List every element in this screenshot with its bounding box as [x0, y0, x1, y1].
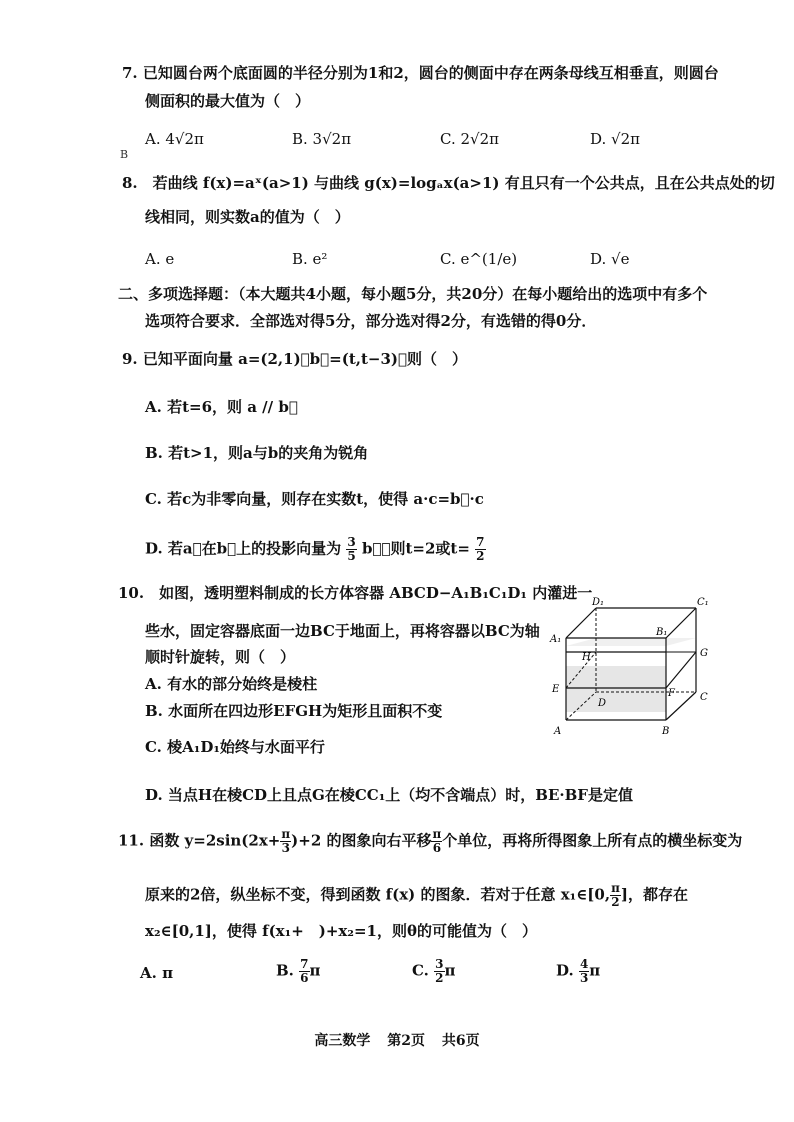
edge-a1d1	[566, 608, 596, 638]
footer-page: 第2页	[387, 1033, 425, 1049]
q8-option-c: C. e^(1/e)	[440, 250, 518, 268]
q8-line2: 线相同，则实数a的值为（ ）	[145, 208, 350, 226]
fg-line	[666, 652, 696, 688]
label-c: C	[700, 692, 708, 703]
q9-d-fraction-den: 5	[347, 549, 356, 563]
q9-d-fraction2	[475, 536, 485, 563]
q11-d-post: π	[589, 961, 601, 980]
q11-c-den: 2	[435, 971, 444, 985]
q11-line2-pre: 原来的2倍，纵坐标不变，得到函数 f(x) 的图象．若对于任意 x₁∈[0,	[145, 885, 611, 904]
q11-d-frac	[579, 958, 589, 985]
q11-frac-pi6	[431, 828, 442, 855]
footer-total: 共6页	[441, 1033, 480, 1049]
q11-frac-pi2-den: 2	[611, 895, 620, 909]
q7-line2: 侧面积的最大值为（ ）	[145, 92, 311, 110]
q11-d-num: 4	[579, 957, 589, 971]
q11-line2-post: ]，都存在	[620, 885, 688, 904]
q10-line2: 些水，固定容器底面一边BC于地面上，再将容器以BC为轴	[145, 622, 540, 640]
label-g: G	[700, 648, 708, 659]
q11-b-frac	[299, 958, 309, 985]
q11-option-a: A. π	[140, 964, 174, 982]
q11-frac-pi6-num: π	[432, 827, 442, 841]
page-footer	[0, 1030, 794, 1050]
label-a1: A₁	[550, 634, 562, 645]
section2-line2: 选项符合要求．全部选对得5分，部分选对得2分，有选错的得0分．	[145, 312, 597, 330]
q7-option-d: D. √2π	[590, 130, 640, 148]
q8-option-a: A. e	[145, 250, 175, 268]
label-f: F	[668, 688, 675, 699]
q11-line1	[118, 828, 742, 855]
q7-option-a: A. 4√2π	[145, 130, 204, 148]
q11-b-num: 7	[300, 957, 309, 971]
q11-c-pre: C.	[412, 961, 429, 980]
q11-frac-pi3	[280, 828, 291, 855]
label-e: E	[552, 684, 560, 695]
q11-frac-pi2	[610, 882, 621, 909]
q11-option-b	[276, 958, 320, 985]
q8-line1: 8. 若曲线 f(x)=aˣ(a>1) 与曲线 g(x)=logₐx(a>1) 有且只有一个公共点，且在公共点处的切	[122, 174, 775, 192]
label-b: B	[662, 726, 670, 737]
side-mark: B	[120, 148, 129, 161]
q9-d-prefix: D. 若a⃗在b⃗上的投影向量为	[145, 539, 342, 558]
q10-option-a: A. 有水的部分始终是棱柱	[145, 675, 318, 693]
q7-line1: 7. 已知圆台两个底面圆的半径分别为1和2，圆台的侧面中存在两条母线互相垂直，则圆台	[122, 64, 719, 82]
q11-d-pre: D.	[556, 961, 574, 980]
q11-b-pre: B.	[276, 961, 294, 980]
q9-option-a: A. 若t=6，则 a // b⃗	[145, 398, 298, 416]
q11-option-c	[412, 958, 455, 985]
q9-option-c: C. 若c为非零向量，则存在实数t，使得 a·c=b⃗·c	[145, 490, 484, 508]
q11-line2	[145, 882, 688, 909]
q11-line1-mid: )+2 的图象向右平移	[291, 831, 432, 850]
q11-frac-pi3-num: π	[281, 827, 291, 841]
q9-option-d	[145, 536, 486, 563]
q7-option-c: C. 2√2π	[440, 130, 499, 148]
q10-option-c: C. 棱A₁D₁始终与水面平行	[145, 738, 325, 756]
q11-frac-pi6-den: 6	[432, 841, 442, 855]
edge-b1c1	[666, 608, 696, 638]
q8-option-b: B. e²	[292, 250, 328, 268]
q10-line1: 10. 如图，透明塑料制成的长方体容器 ABCD−A₁B₁C₁D₁ 内灌进一	[118, 584, 593, 602]
label-a: A	[554, 726, 562, 737]
q7-option-b: B. 3√2π	[292, 130, 352, 148]
water-front	[566, 666, 666, 712]
footer-subject: 高三数学	[314, 1033, 371, 1049]
cuboid-figure	[546, 596, 716, 746]
q9-d-fraction	[346, 536, 356, 563]
q11-option-d	[556, 958, 600, 985]
q11-c-num: 3	[435, 957, 444, 971]
q11-line1-pre: 11. 函数 y=2sin(2x+	[118, 831, 281, 850]
label-d: D	[598, 698, 607, 709]
q11-line1-post: 个单位，再将所得图象上所有点的横坐标变为	[442, 831, 743, 850]
q9-d-fraction2-den: 2	[476, 549, 485, 563]
q11-d-den: 3	[579, 971, 589, 985]
q10-option-b: B. 水面所在四边形EFGH为矩形且面积不变	[145, 702, 443, 720]
q11-frac-pi2-num: π	[611, 881, 620, 895]
q11-c-frac	[434, 958, 444, 985]
q11-b-den: 6	[300, 971, 309, 985]
q11-line3: x₂∈[0,1]，使得 f(x₁+ )+x₂=1，则θ的可能值为（ ）	[145, 922, 537, 940]
label-b1: B₁	[656, 627, 668, 638]
section2-line1: 二、多项选择题：（本大题共4小题，每小题5分，共20分）在每小题给出的选项中有多个	[118, 285, 708, 303]
q10-option-d: D. 当点H在棱CD上且点G在棱CC₁上（均不含端点）时，BE·BF是定值	[145, 786, 633, 804]
q11-frac-pi3-den: 3	[281, 841, 290, 855]
water-surface	[566, 638, 696, 646]
q11-b-post: π	[309, 961, 321, 980]
q9-option-b: B. 若t>1，则a与b的夹角为锐角	[145, 444, 369, 462]
q9-d-fraction2-num: 7	[476, 535, 485, 549]
label-d1: D₁	[592, 597, 605, 608]
q9-stem: 9. 已知平面向量 a=(2,1)，b⃗=(t,t−3)，则（ ）	[122, 350, 468, 368]
q10-line3: 顺时针旋转，则（ ）	[145, 648, 296, 666]
q9-d-middle: b⃗，则t=2或t=	[361, 539, 470, 558]
label-h: H	[582, 652, 591, 663]
q8-option-d: D. √e	[590, 250, 630, 268]
q9-d-fraction-num: 3	[347, 535, 356, 549]
q11-c-post: π	[444, 961, 456, 980]
label-c1: C₁	[697, 597, 709, 608]
